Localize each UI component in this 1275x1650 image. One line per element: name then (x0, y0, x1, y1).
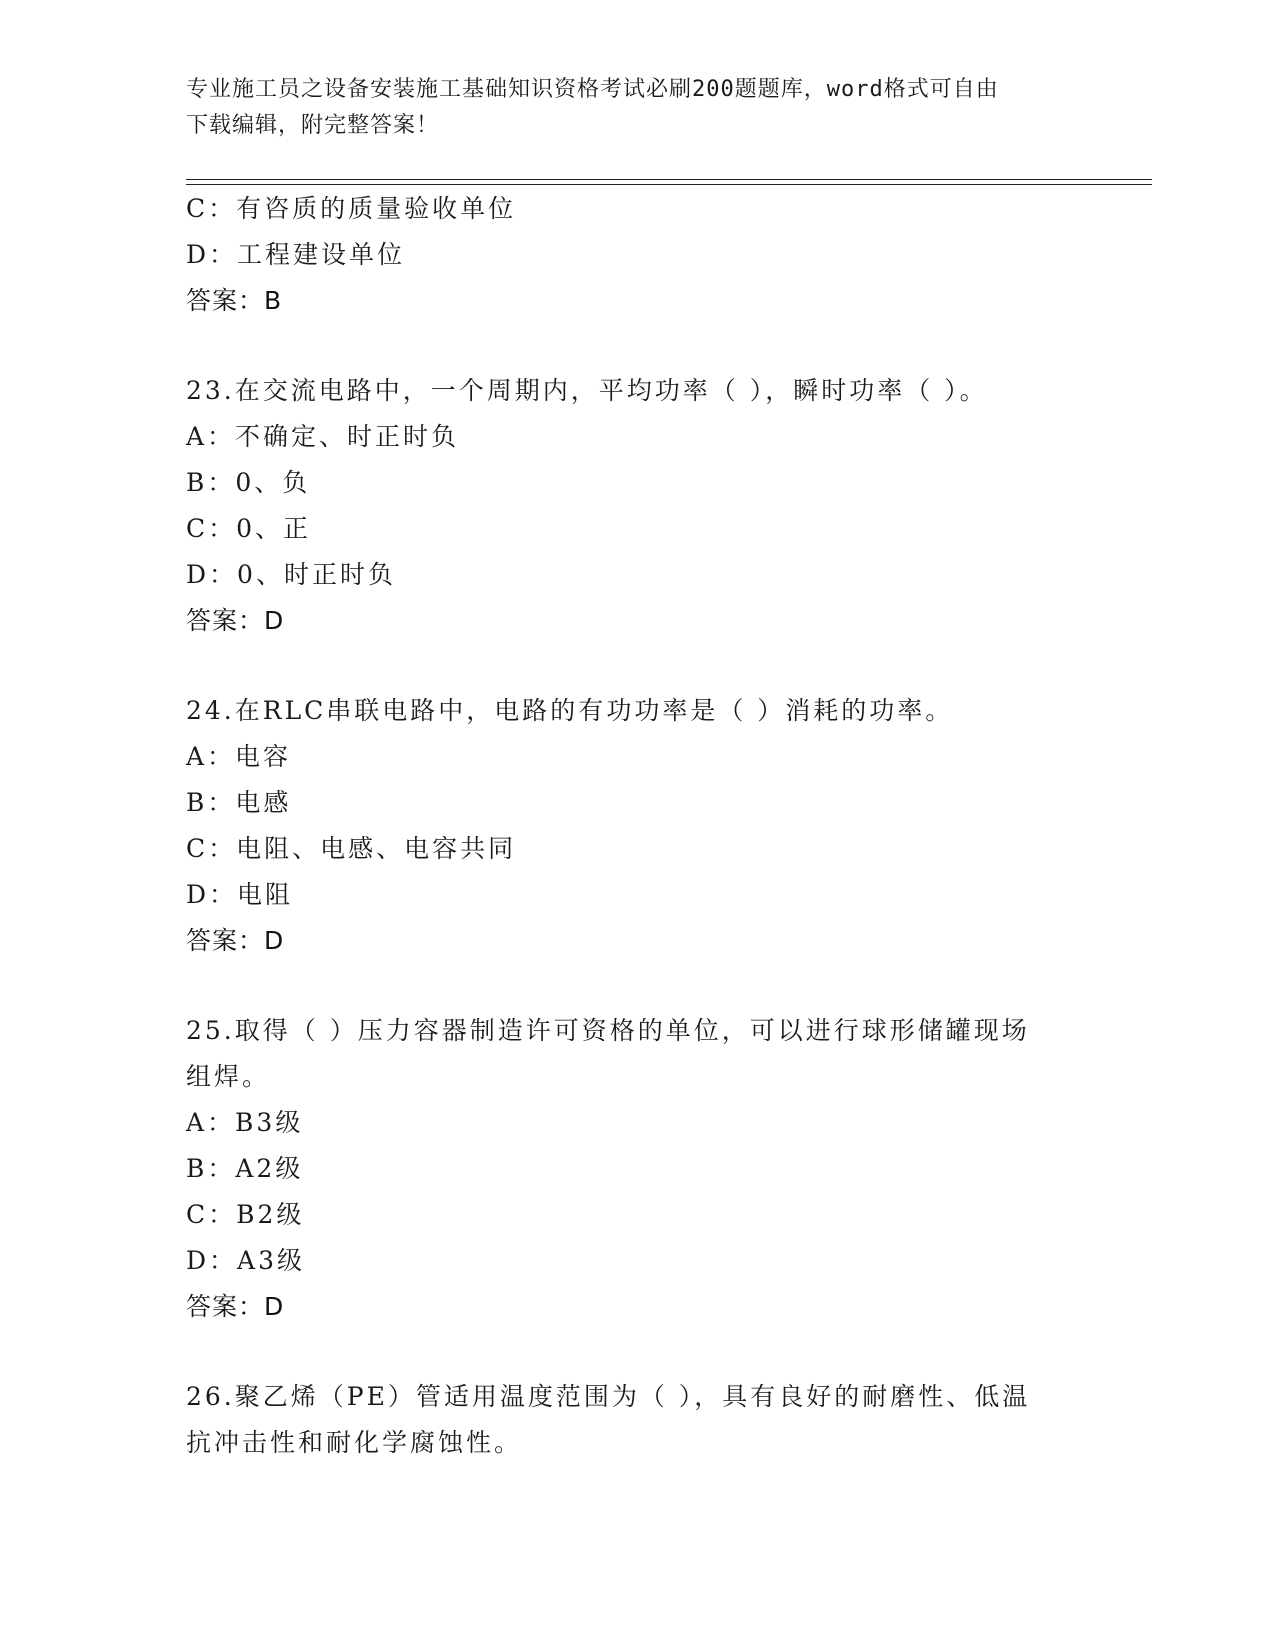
option-c: C：有咨质的质量验收单位 (186, 194, 517, 223)
option-a: A：B3级 (186, 1108, 304, 1137)
question-text-line-2: 组焊。 (186, 1062, 271, 1091)
option-d: D：电阻 (186, 880, 294, 909)
option-b: B：电感 (186, 788, 292, 817)
question-text-line-1: 25.取得（ ）压力容器制造许可资格的单位，可以进行球形储罐现场 (186, 1016, 1030, 1045)
option-d: D：A3级 (186, 1246, 306, 1275)
option-a: A：不确定、时正时负 (186, 422, 460, 451)
header-divider-bottom (186, 184, 1152, 185)
option-c: C：B2级 (186, 1200, 305, 1229)
header-line-2: 下载编辑，附完整答案！ (186, 113, 440, 138)
option-b: B：0、负 (186, 468, 311, 497)
answer: 答案：B (186, 286, 283, 315)
question-list (186, 186, 1086, 1466)
answer: 答案：D (186, 606, 285, 635)
header-line-1: 专业施工员之设备安装施工基础知识资格考试必刷200题题库，word格式可自由 (186, 77, 999, 102)
question-24 (186, 688, 1086, 964)
option-c: C：电阻、电感、电容共同 (186, 834, 517, 863)
option-c: C：0、正 (186, 514, 312, 543)
option-d: D：工程建设单位 (186, 240, 406, 269)
header-divider-top (186, 179, 1152, 180)
question-text: 23.在交流电路中，一个周期内，平均功率（ ），瞬时功率（ ）。 (186, 376, 988, 405)
option-a: A：电容 (186, 742, 292, 771)
answer: 答案：D (186, 1292, 285, 1321)
answer: 答案：D (186, 926, 285, 955)
question-25 (186, 1008, 1086, 1330)
question-26 (186, 1374, 1086, 1466)
question-22-tail (186, 186, 1086, 324)
question-text: 24.在RLC串联电路中，电路的有功功率是（ ）消耗的功率。 (186, 696, 954, 725)
option-d: D：0、时正时负 (186, 560, 396, 589)
question-23 (186, 368, 1086, 644)
question-text-line-2: 抗冲击性和耐化学腐蚀性。 (186, 1428, 523, 1457)
option-b: B：A2级 (186, 1154, 304, 1183)
document-header (186, 72, 1076, 144)
question-text-line-1: 26.聚乙烯（PE）管适用温度范围为（ ），具有良好的耐磨性、低温 (186, 1382, 1031, 1411)
